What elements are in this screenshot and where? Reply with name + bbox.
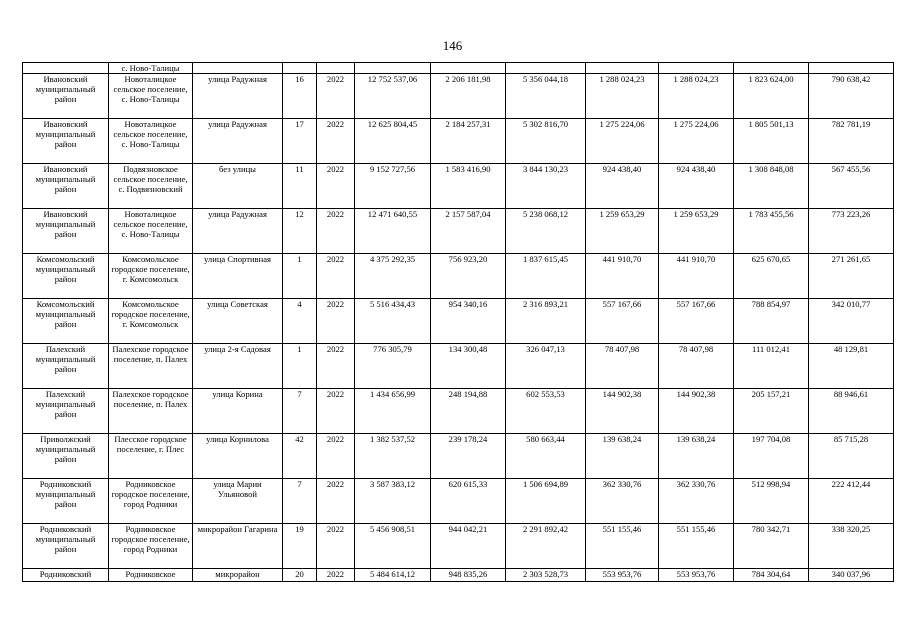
table-cell: 5 516 434,43 bbox=[355, 299, 431, 344]
table-cell: 5 302 816,70 bbox=[506, 119, 586, 164]
table-cell bbox=[506, 63, 586, 74]
table-cell: 551 155,46 bbox=[659, 524, 734, 569]
table-cell: 222 412,44 bbox=[809, 479, 894, 524]
table-cell: 1 275 224,06 bbox=[659, 119, 734, 164]
table-cell: 2022 bbox=[317, 119, 355, 164]
table-cell: 48 129,81 bbox=[809, 344, 894, 389]
table-row bbox=[23, 299, 894, 344]
table-row bbox=[23, 524, 894, 569]
table-cell: 42 bbox=[283, 434, 317, 479]
table-cell: 2022 bbox=[317, 434, 355, 479]
table-cell: 2022 bbox=[317, 479, 355, 524]
table-cell: Родниковское городское поселение, город Родники bbox=[109, 479, 193, 524]
table-cell: 12 bbox=[283, 209, 317, 254]
table-cell: 2022 bbox=[317, 299, 355, 344]
table-cell: Плесское городское поселение, г. Плес bbox=[109, 434, 193, 479]
table-cell: Комсомольский муниципальный район bbox=[23, 254, 109, 299]
table-row bbox=[23, 344, 894, 389]
table-cell: 756 923,20 bbox=[431, 254, 506, 299]
table-cell: 2022 bbox=[317, 74, 355, 119]
table-cell: 3 844 130,23 bbox=[506, 164, 586, 209]
table-cell: 9 152 727,56 bbox=[355, 164, 431, 209]
table-cell: 790 638,42 bbox=[809, 74, 894, 119]
table-cell: 773 223,26 bbox=[809, 209, 894, 254]
table-cell: 602 553,53 bbox=[506, 389, 586, 434]
table-row bbox=[23, 74, 894, 119]
table-cell: 12 625 804,45 bbox=[355, 119, 431, 164]
table-row bbox=[23, 209, 894, 254]
table-cell: Новоталицкое сельское поселение, с. Ново-Талицы bbox=[109, 74, 193, 119]
table-cell: Родниковское bbox=[109, 569, 193, 582]
table-row bbox=[23, 119, 894, 164]
table-cell: улица Радужная bbox=[193, 74, 283, 119]
table-cell: 580 663,44 bbox=[506, 434, 586, 479]
table-cell: 20 bbox=[283, 569, 317, 582]
table-cell: 441 910,70 bbox=[659, 254, 734, 299]
table-cell bbox=[193, 63, 283, 74]
table-cell: 134 300,48 bbox=[431, 344, 506, 389]
table-cell: Палехское городское поселение, п. Палех bbox=[109, 344, 193, 389]
table-cell: 19 bbox=[283, 524, 317, 569]
data-table bbox=[22, 62, 894, 582]
table-cell: 780 342,71 bbox=[734, 524, 809, 569]
table-cell: 2022 bbox=[317, 569, 355, 582]
table-cell: с. Ново-Талицы bbox=[109, 63, 193, 74]
table-cell: 342 010,77 bbox=[809, 299, 894, 344]
table-cell: 12 752 537,06 bbox=[355, 74, 431, 119]
table-cell: без улицы bbox=[193, 164, 283, 209]
page-number: 146 bbox=[442, 38, 463, 53]
table-cell: Комсомольский муниципальный район bbox=[23, 299, 109, 344]
table-cell: 7 bbox=[283, 389, 317, 434]
table-cell: 2 184 257,31 bbox=[431, 119, 506, 164]
table-cell: Палехский муниципальный район bbox=[23, 344, 109, 389]
table-cell: 551 155,46 bbox=[586, 524, 659, 569]
table-cell: 17 bbox=[283, 119, 317, 164]
table-cell: 7 bbox=[283, 479, 317, 524]
table-cell: 557 167,66 bbox=[586, 299, 659, 344]
table-cell: 776 305,79 bbox=[355, 344, 431, 389]
table-cell: 2022 bbox=[317, 344, 355, 389]
table-cell bbox=[659, 63, 734, 74]
table-cell bbox=[586, 63, 659, 74]
table-cell: 78 407,98 bbox=[586, 344, 659, 389]
table-cell: 553 953,76 bbox=[659, 569, 734, 582]
table-cell: 2022 bbox=[317, 209, 355, 254]
table-cell: 78 407,98 bbox=[659, 344, 734, 389]
table-row bbox=[23, 479, 894, 524]
table-cell: улица Марии Ульяновой bbox=[193, 479, 283, 524]
table-cell: Родниковское городское поселение, город Родники bbox=[109, 524, 193, 569]
table-cell bbox=[283, 63, 317, 74]
table-cell: 271 261,65 bbox=[809, 254, 894, 299]
table-cell: 1 805 501,13 bbox=[734, 119, 809, 164]
table-cell bbox=[317, 63, 355, 74]
table-cell: 2 316 893,21 bbox=[506, 299, 586, 344]
table-cell: 239 178,24 bbox=[431, 434, 506, 479]
table-cell bbox=[431, 63, 506, 74]
table-cell: 948 835,26 bbox=[431, 569, 506, 582]
table-cell: 144 902,38 bbox=[659, 389, 734, 434]
table-cell: 2 291 892,42 bbox=[506, 524, 586, 569]
table-cell: 924 438,40 bbox=[586, 164, 659, 209]
table-cell: 2022 bbox=[317, 389, 355, 434]
table-cell: 362 330,76 bbox=[659, 479, 734, 524]
table-cell: 362 330,76 bbox=[586, 479, 659, 524]
table-cell: Новоталицкое сельское поселение, с. Ново-Талицы bbox=[109, 209, 193, 254]
table-cell: 954 340,16 bbox=[431, 299, 506, 344]
table-cell: улица Корина bbox=[193, 389, 283, 434]
table-cell: 1 434 656,99 bbox=[355, 389, 431, 434]
table-cell: улица Радужная bbox=[193, 209, 283, 254]
table-cell: 197 704,08 bbox=[734, 434, 809, 479]
table-cell: 1 506 694,89 bbox=[506, 479, 586, 524]
table-cell: 144 902,38 bbox=[586, 389, 659, 434]
table-cell: 111 012,41 bbox=[734, 344, 809, 389]
table-cell: микрорайон Гагарина bbox=[193, 524, 283, 569]
table-cell: Родниковский муниципальный район bbox=[23, 524, 109, 569]
table-cell: 2 157 587,04 bbox=[431, 209, 506, 254]
table-cell: улица Корнилова bbox=[193, 434, 283, 479]
table-row bbox=[23, 254, 894, 299]
table-cell: 5 356 044,18 bbox=[506, 74, 586, 119]
table-cell: 1 288 024,23 bbox=[586, 74, 659, 119]
table-cell: 205 157,21 bbox=[734, 389, 809, 434]
table-row bbox=[23, 569, 894, 582]
table-cell bbox=[355, 63, 431, 74]
table-cell: 85 715,28 bbox=[809, 434, 894, 479]
table-row bbox=[23, 63, 894, 74]
table-cell: 788 854,97 bbox=[734, 299, 809, 344]
table-row bbox=[23, 164, 894, 209]
table-cell: 2022 bbox=[317, 524, 355, 569]
table-cell: 782 781,19 bbox=[809, 119, 894, 164]
table-cell: 924 438,40 bbox=[659, 164, 734, 209]
table-cell: микрорайон bbox=[193, 569, 283, 582]
table-row bbox=[23, 389, 894, 434]
table-cell: 625 670,65 bbox=[734, 254, 809, 299]
table-cell: 441 910,70 bbox=[586, 254, 659, 299]
table-cell: 557 167,66 bbox=[659, 299, 734, 344]
table-cell: 1 bbox=[283, 254, 317, 299]
table-cell: 139 638,24 bbox=[659, 434, 734, 479]
table-cell: 1 259 653,29 bbox=[586, 209, 659, 254]
table-cell: 5 484 614,12 bbox=[355, 569, 431, 582]
table-cell: 340 037,96 bbox=[809, 569, 894, 582]
table-cell: 1 783 455,56 bbox=[734, 209, 809, 254]
table-cell: 338 320,25 bbox=[809, 524, 894, 569]
table-cell: 2 303 528,73 bbox=[506, 569, 586, 582]
table-row bbox=[23, 434, 894, 479]
table-cell bbox=[23, 63, 109, 74]
table-cell: Комсомольское городское поселение, г. Комсомольск bbox=[109, 254, 193, 299]
table-cell: улица 2-я Садовая bbox=[193, 344, 283, 389]
table-cell: Ивановский муниципальный район bbox=[23, 119, 109, 164]
table-cell: 1 837 615,45 bbox=[506, 254, 586, 299]
table-cell: Приволжский муниципальный район bbox=[23, 434, 109, 479]
table-cell: Родниковский bbox=[23, 569, 109, 582]
table-cell: 1 583 416,90 bbox=[431, 164, 506, 209]
table-cell: 1 bbox=[283, 344, 317, 389]
table-cell: 248 194,88 bbox=[431, 389, 506, 434]
table-cell: 5 238 068,12 bbox=[506, 209, 586, 254]
table-cell: 620 615,33 bbox=[431, 479, 506, 524]
table-cell: 4 375 292,35 bbox=[355, 254, 431, 299]
table-cell: Ивановский муниципальный район bbox=[23, 164, 109, 209]
table-cell: 1 823 624,00 bbox=[734, 74, 809, 119]
table-cell: 2022 bbox=[317, 254, 355, 299]
table-cell: 567 455,56 bbox=[809, 164, 894, 209]
table-cell: 3 587 383,12 bbox=[355, 479, 431, 524]
table-cell: 784 304,64 bbox=[734, 569, 809, 582]
table-cell: 88 946,61 bbox=[809, 389, 894, 434]
table-cell: 1 382 537,52 bbox=[355, 434, 431, 479]
table-cell: 11 bbox=[283, 164, 317, 209]
table-cell: улица Радужная bbox=[193, 119, 283, 164]
table-cell: 2 206 181,98 bbox=[431, 74, 506, 119]
table-cell: Ивановский муниципальный район bbox=[23, 209, 109, 254]
table-cell: улица Спортивная bbox=[193, 254, 283, 299]
table-cell: 139 638,24 bbox=[586, 434, 659, 479]
table-cell: Новоталицкое сельское поселение, с. Ново-Талицы bbox=[109, 119, 193, 164]
table-cell: 944 042,21 bbox=[431, 524, 506, 569]
table-cell: улица Советская bbox=[193, 299, 283, 344]
table-cell: Комсомольское городское поселение, г. Комсомольск bbox=[109, 299, 193, 344]
table-cell: Палехский муниципальный район bbox=[23, 389, 109, 434]
table-cell: Родниковский муниципальный район bbox=[23, 479, 109, 524]
table-cell: 1 308 848,08 bbox=[734, 164, 809, 209]
table-cell bbox=[809, 63, 894, 74]
table-cell: 1 275 224,06 bbox=[586, 119, 659, 164]
table-cell: 1 259 653,29 bbox=[659, 209, 734, 254]
table-cell: 12 471 640,55 bbox=[355, 209, 431, 254]
table-cell: 16 bbox=[283, 74, 317, 119]
table-cell: Палехское городское поселение, п. Палех bbox=[109, 389, 193, 434]
table-cell: Подвязновское сельское поселение, с. Подвязновский bbox=[109, 164, 193, 209]
table-cell: 512 998,94 bbox=[734, 479, 809, 524]
table-cell: 5 456 908,51 bbox=[355, 524, 431, 569]
table-cell: 553 953,76 bbox=[586, 569, 659, 582]
table-cell: 1 288 024,23 bbox=[659, 74, 734, 119]
table-cell: 2022 bbox=[317, 164, 355, 209]
table-cell bbox=[734, 63, 809, 74]
table-cell: 4 bbox=[283, 299, 317, 344]
table-cell: 326 047,13 bbox=[506, 344, 586, 389]
table-cell: Ивановский муниципальный район bbox=[23, 74, 109, 119]
